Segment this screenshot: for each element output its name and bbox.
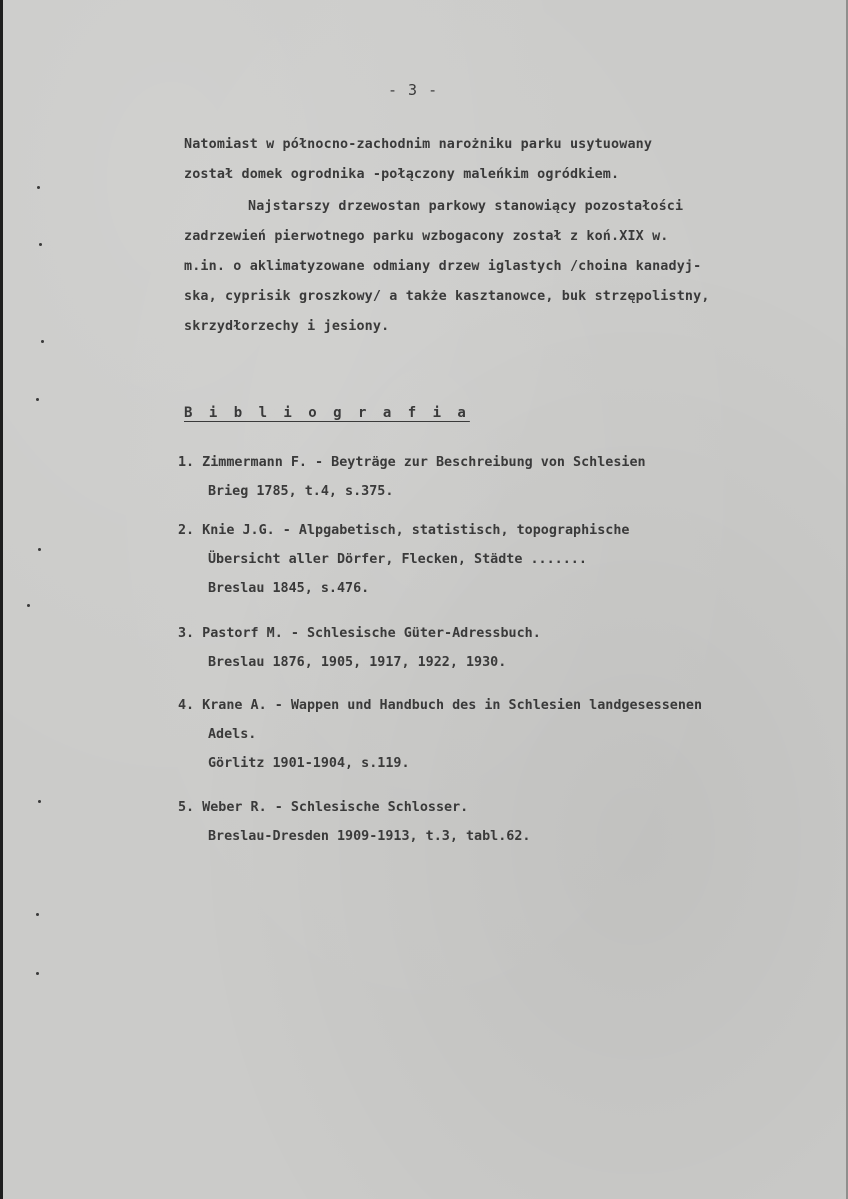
bibliography-line: 2. Knie J.G. - Alpgabetisch, statistisch, topographische: [178, 523, 630, 538]
scan-speck: [37, 186, 40, 189]
paragraph-line: m.in. o aklimatyzowane odmiany drzew iglastych /choina kanadyj-: [184, 259, 702, 274]
paragraph-gardener-house: [184, 130, 824, 190]
paragraph-line: Najstarszy drzewostan parkowy stanowiący pozostałości: [248, 199, 684, 214]
page-number: - 3 -: [388, 81, 439, 99]
scan-speck: [27, 604, 30, 607]
scan-speck: [38, 800, 41, 803]
bibliography-line: 4. Krane A. - Wappen und Handbuch des in Schlesien landgesessenen: [178, 698, 703, 713]
bibliography-line: Breslau-Dresden 1909-1913, t.3, tabl.62.: [208, 829, 531, 844]
bibliography-line: Görlitz 1901-1904, s.119.: [208, 756, 410, 771]
bibliography-entry: [178, 691, 702, 778]
paragraph-line: zadrzewień pierwotnego parku wzbogacony został z koń.XIX w.: [184, 229, 669, 244]
bibliography-entry: [178, 516, 629, 603]
scan-speck: [38, 548, 41, 551]
bibliography-entry: [178, 448, 646, 506]
bibliography-line: 5. Weber R. - Schlesische Schlosser.: [178, 800, 469, 815]
paragraph-line: Natomiast w północno-zachodnim narożniku parku usytuowany: [184, 137, 653, 152]
bibliography-line: Brieg 1785, t.4, s.375.: [208, 484, 394, 499]
paragraph-line: ska, cyprisik groszkowy/ a także kasztanowce, buk strzępolistny,: [184, 289, 710, 304]
scan-speck: [36, 398, 39, 401]
bibliography-heading: B i b l i o g r a f i a: [184, 405, 470, 421]
paragraph-line: skrzydłorzechy i jesiony.: [184, 319, 390, 334]
bibliography-line: Breslau 1876, 1905, 1917, 1922, 1930.: [208, 655, 507, 670]
scan-speck: [41, 340, 44, 343]
bibliography-entry: [178, 793, 530, 851]
scan-speck: [36, 913, 39, 916]
bibliography-entry: [178, 619, 541, 677]
scan-speck: [36, 972, 39, 975]
scan-speck: [39, 243, 42, 246]
bibliography-line: 3. Pastorf M. - Schlesische Güter-Adressbuch.: [178, 626, 541, 641]
bibliography-line: Adels.: [208, 727, 257, 742]
bibliography-line: 1. Zimmermann F. - Beyträge zur Beschreibung von Schlesien: [178, 455, 646, 470]
paragraph-tree-stand: [184, 192, 824, 342]
paragraph-line: został domek ogrodnika -połączony maleńkim ogródkiem.: [184, 167, 620, 182]
bibliography-line: Übersicht aller Dörfer, Flecken, Städte .......: [208, 552, 587, 567]
bibliography-line: Breslau 1845, s.476.: [208, 581, 370, 596]
